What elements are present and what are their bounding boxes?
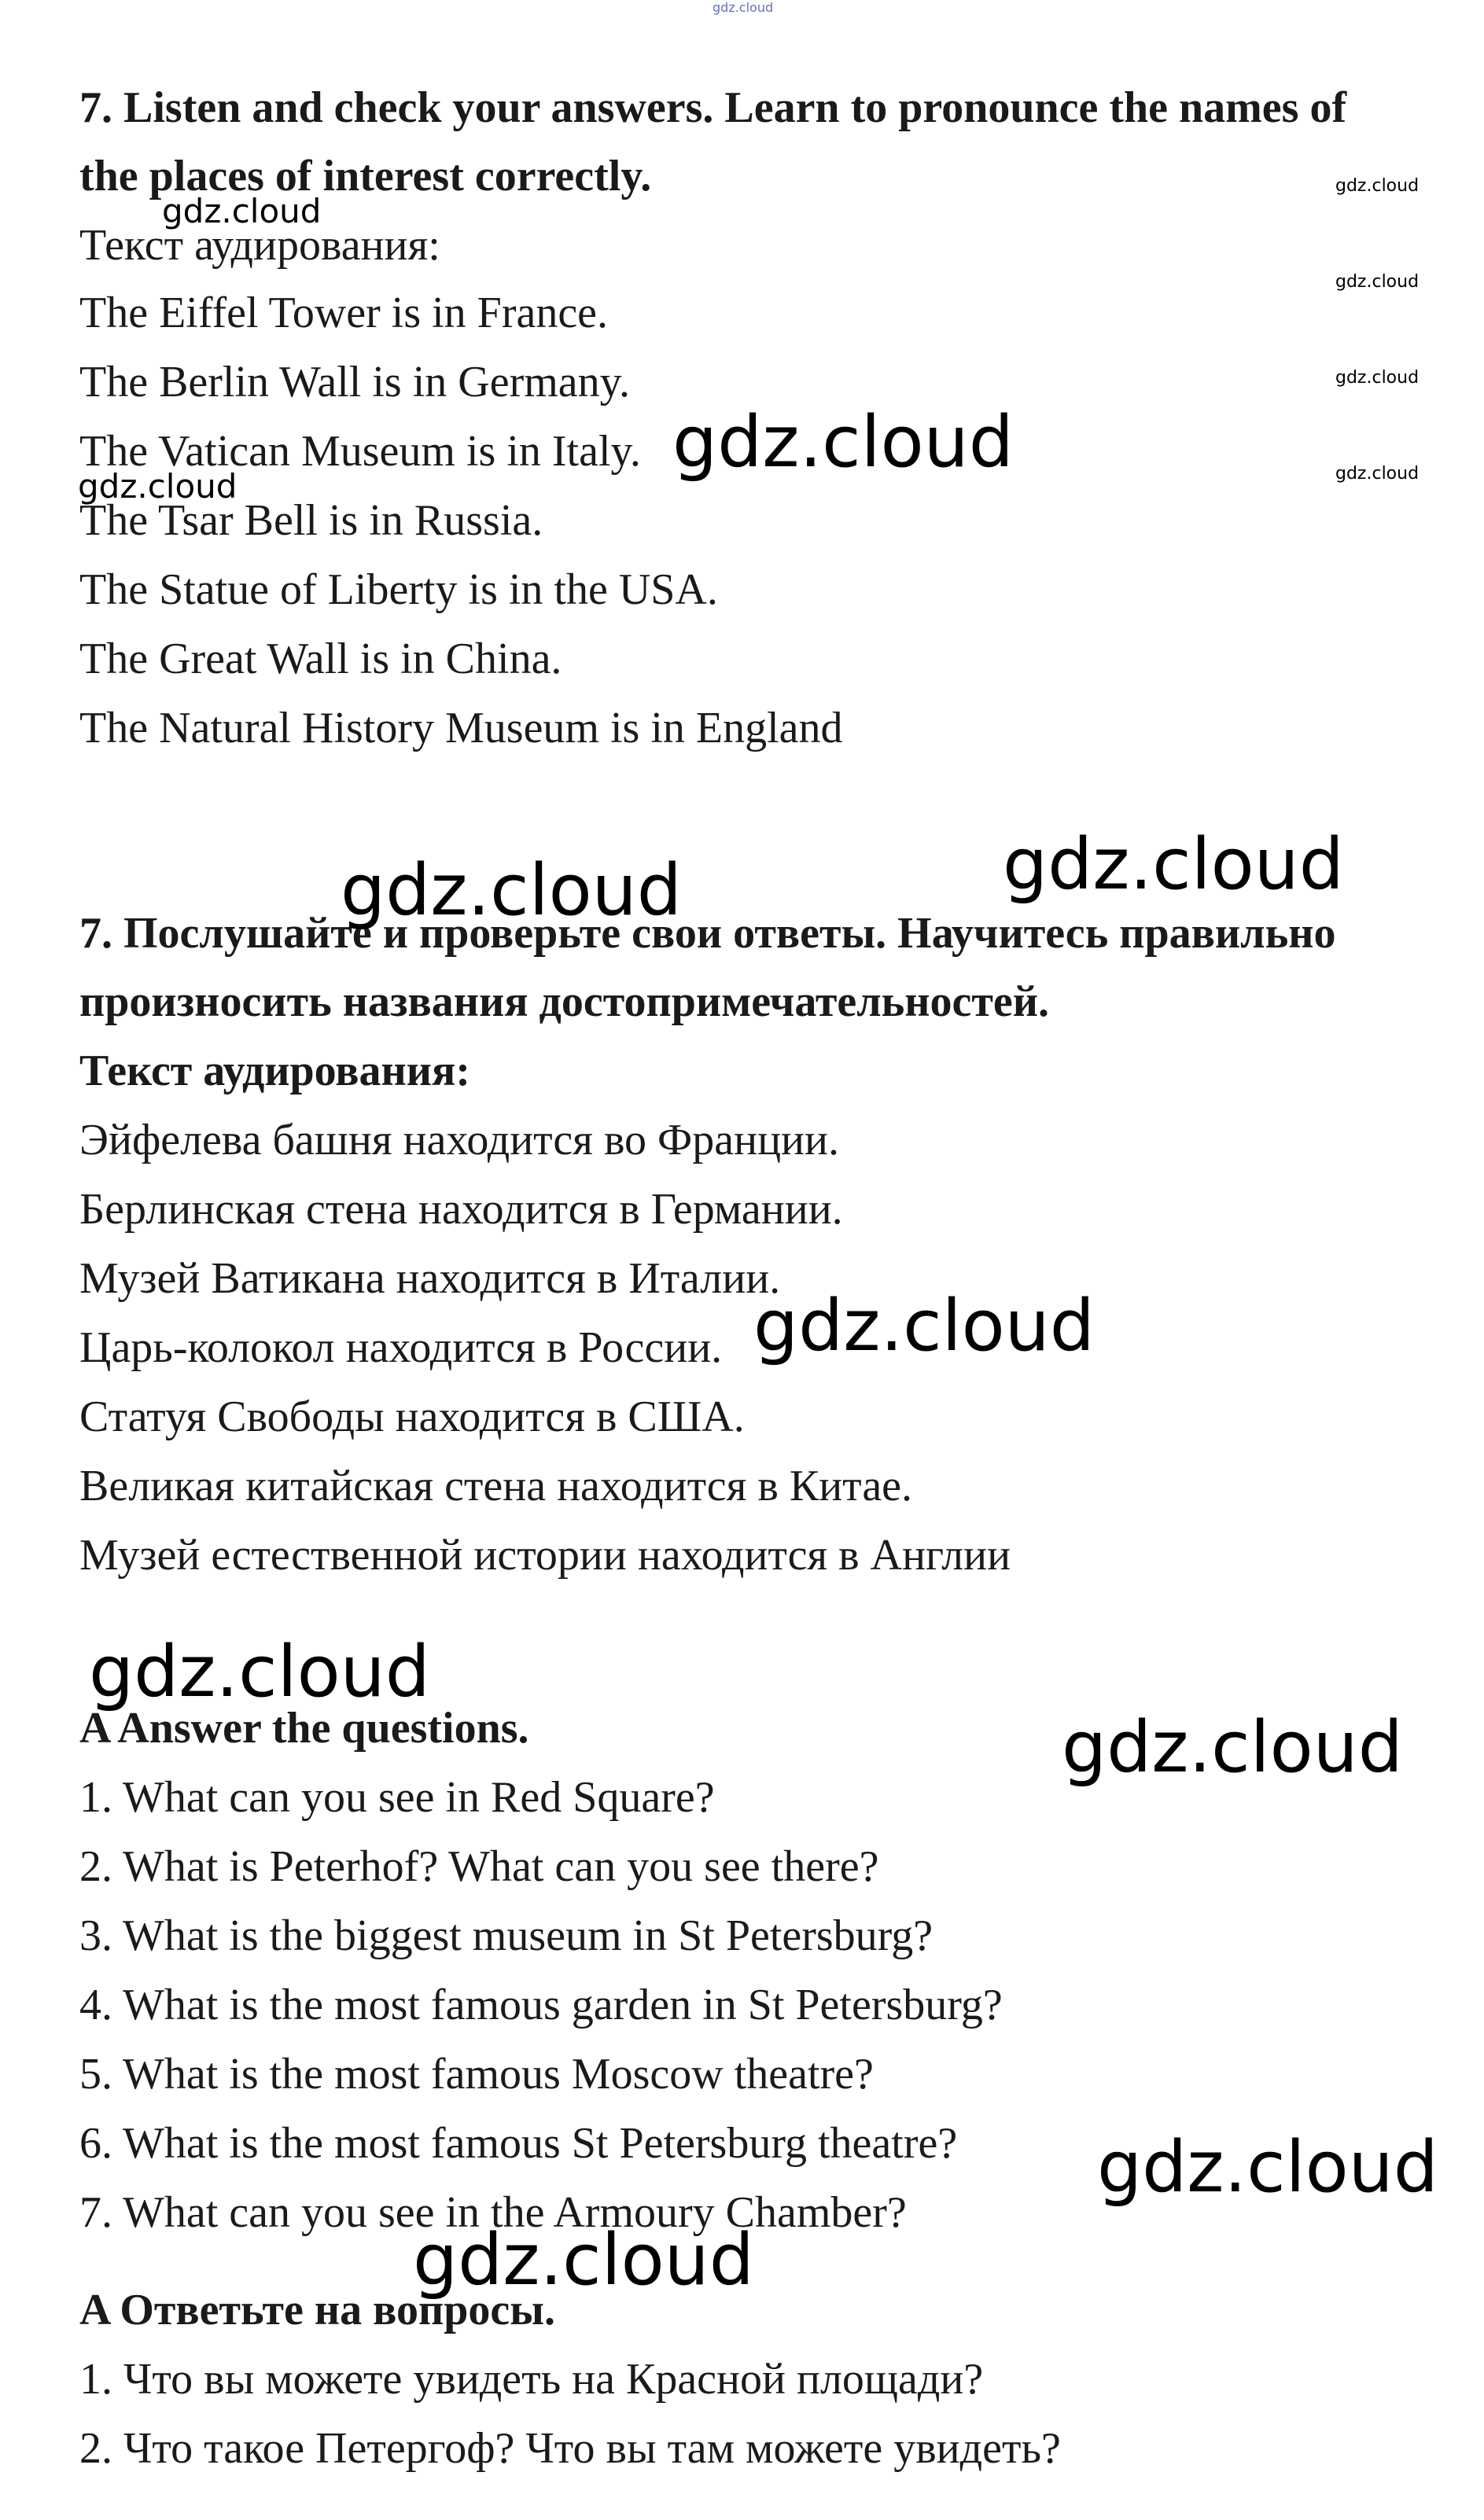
question-en-1: 1. What can you see in Red Square?: [79, 1773, 715, 1822]
russian-heading-line-1: 7. Послушайте и проверьте свои ответы. Научитесь правильно: [79, 909, 1336, 958]
english-heading-line-1: 7. Listen and check your answers. Learn to pronounce the names of: [79, 83, 1347, 132]
english-line-5: The Statue of Liberty is in the USA.: [79, 565, 718, 614]
question-ru-1: 1. Что вы можете увидеть на Красной площади?: [79, 2355, 984, 2404]
watermark-12: gdz.cloud: [1062, 1706, 1403, 1789]
english-line-2: The Berlin Wall is in Germany.: [79, 358, 630, 407]
english-line-3: The Vatican Museum is in Italy.: [79, 427, 641, 476]
russian-line-2: Берлинская стена находится в Германии.: [79, 1185, 843, 1234]
question-en-7: 7. What can you see in the Armoury Chamber?: [79, 2188, 907, 2237]
watermark-1: gdz.cloud: [162, 192, 322, 230]
question-en-4: 4. What is the most famous garden in St Petersburg?: [79, 1981, 1003, 2029]
watermark-10: gdz.cloud: [753, 1285, 1095, 1367]
english-line-7: The Natural History Museum is in England: [79, 704, 843, 752]
russian-line-4: Царь-колокол находится в России.: [79, 1323, 723, 1372]
english-heading-line-2: the places of interest correctly.: [79, 152, 652, 200]
question-ru-2: 2. Что такое Петергоф? Что вы там можете увидеть?: [79, 2424, 1061, 2473]
russian-heading-line-2: произносить названия достопримечательностей.: [79, 977, 1050, 1026]
question-en-2: 2. What is Peterhof? What can you see there?: [79, 1842, 879, 1891]
russian-line-6: Великая китайская стена находится в Китае.: [79, 1462, 913, 1510]
russian-line-3: Музей Ватикана находится в Италии.: [79, 1254, 781, 1303]
english-transcript-label: Текст аудирования:: [79, 221, 440, 270]
watermark-14: gdz.cloud: [413, 2219, 754, 2301]
watermark-8: gdz.cloud: [341, 849, 682, 932]
watermark-7: gdz.cloud: [78, 467, 238, 506]
watermark-11: gdz.cloud: [89, 1631, 430, 1713]
watermark-9: gdz.cloud: [1003, 823, 1344, 906]
english-line-4: The Tsar Bell is in Russia.: [79, 496, 543, 545]
english-line-6: The Great Wall is in China.: [79, 635, 562, 683]
russian-line-5: Статуя Свободы находится в США.: [79, 1392, 745, 1441]
watermark-5: gdz.cloud: [1335, 464, 1420, 484]
question-en-6: 6. What is the most famous St Petersburg theatre?: [79, 2119, 958, 2168]
watermark-13: gdz.cloud: [1097, 2126, 1438, 2209]
question-en-3: 3. What is the biggest museum in St Petersburg?: [79, 1911, 933, 1960]
questions-ru-heading: A Ответьте на вопросы.: [79, 2286, 555, 2334]
question-en-5: 5. What is the most famous Moscow theatre?: [79, 2050, 874, 2099]
russian-transcript-label: Текст аудирования:: [79, 1047, 470, 1095]
russian-line-1: Эйфелева башня находится во Франции.: [79, 1116, 839, 1164]
watermark-3: gdz.cloud: [1335, 272, 1420, 292]
watermark-4: gdz.cloud: [1335, 368, 1420, 388]
english-line-1: The Eiffel Tower is in France.: [79, 289, 609, 337]
watermark-2: gdz.cloud: [1335, 176, 1420, 196]
watermark-6: gdz.cloud: [672, 401, 1014, 484]
russian-line-7: Музей естественной истории находится в Англии: [79, 1531, 1011, 1580]
questions-en-heading: A Answer the questions.: [79, 1704, 529, 1753]
watermark-top: gdz.cloud: [713, 0, 774, 15]
